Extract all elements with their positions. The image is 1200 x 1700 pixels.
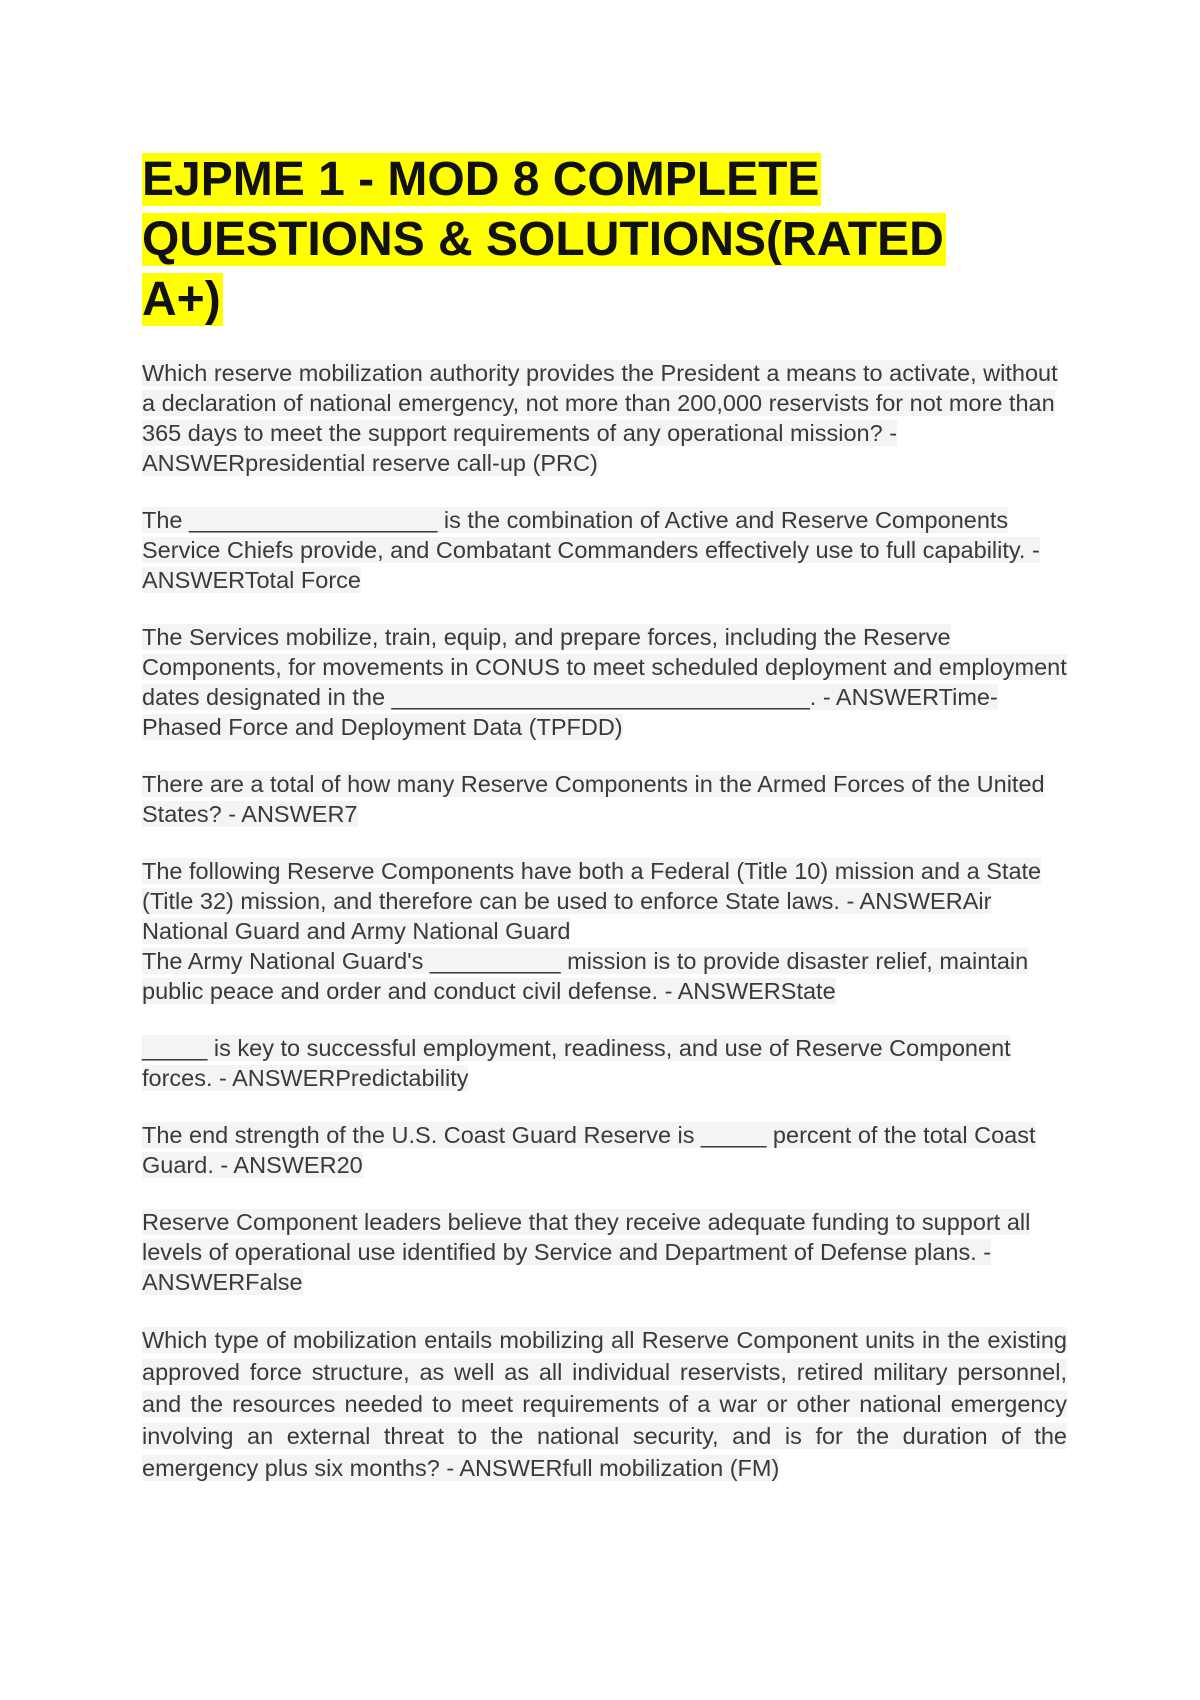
qa-item-4: There are a total of how many Reserve Components in the Armed Forces of the United States? - ANSWER7 <box>142 771 1045 827</box>
document-title <box>142 150 962 330</box>
qa-item-7: _____ is key to successful employment, readiness, and use of Reserve Component forces. - ANSWERPredictability <box>142 1035 1011 1091</box>
qa-item-3: The Services mobilize, train, equip, and prepare forces, including the Reserve Components, for movements in CONUS to meet scheduled deployment and employment dates designated in the ________________________________. - ANSWERTime-Phased Force and Deployment Data (TPFDD) <box>142 624 1067 740</box>
qa-item-10: Which type of mobilization entails mobilizing all Reserve Component units in the existing approved force structure, as well as all individual reservists, retired military personnel, and the resources needed to meet requirements of a war or other national emergency involving an external threat to the national security, and is for the duration of the emergency plus six months? - ANSWERfull mobilization (FM) <box>142 1327 1067 1481</box>
qa-item-5: The following Reserve Components have both a Federal (Title 10) mission and a State (Title 32) mission, and therefore can be used to enforce State laws. - ANSWERAir National Guard and Army National Guard <box>142 858 1042 944</box>
qa-item-6: The Army National Guard's __________ mission is to provide disaster relief, maintain public peace and order and conduct civil defense. - ANSWERState <box>142 948 1029 1004</box>
document-page <box>142 150 1067 1511</box>
qa-item-9: Reserve Component leaders believe that they receive adequate funding to support all levels of operational use identified by Service and Department of Defense plans. - ANSWERFalse <box>142 1209 1031 1295</box>
qa-item-8: The end strength of the U.S. Coast Guard Reserve is _____ percent of the total Coast Guard. - ANSWER20 <box>142 1122 1036 1178</box>
qa-item-2: The ___________________ is the combination of Active and Reserve Components Service Chiefs provide, and Combatant Commanders effectively use to full capability. - ANSWERTotal Force <box>142 507 1040 593</box>
title-highlight: EJPME 1 - MOD 8 COMPLETE QUESTIONS & SOLUTIONS(RATED A+) <box>142 153 944 326</box>
qa-item-1: Which reserve mobilization authority provides the President a means to activate, without a declaration of national emergency, not more than 200,000 reservists for not more than 365 days to meet the support requirements of any operational mission? - ANSWERpresidential reserve call-up (PRC) <box>142 360 1058 476</box>
